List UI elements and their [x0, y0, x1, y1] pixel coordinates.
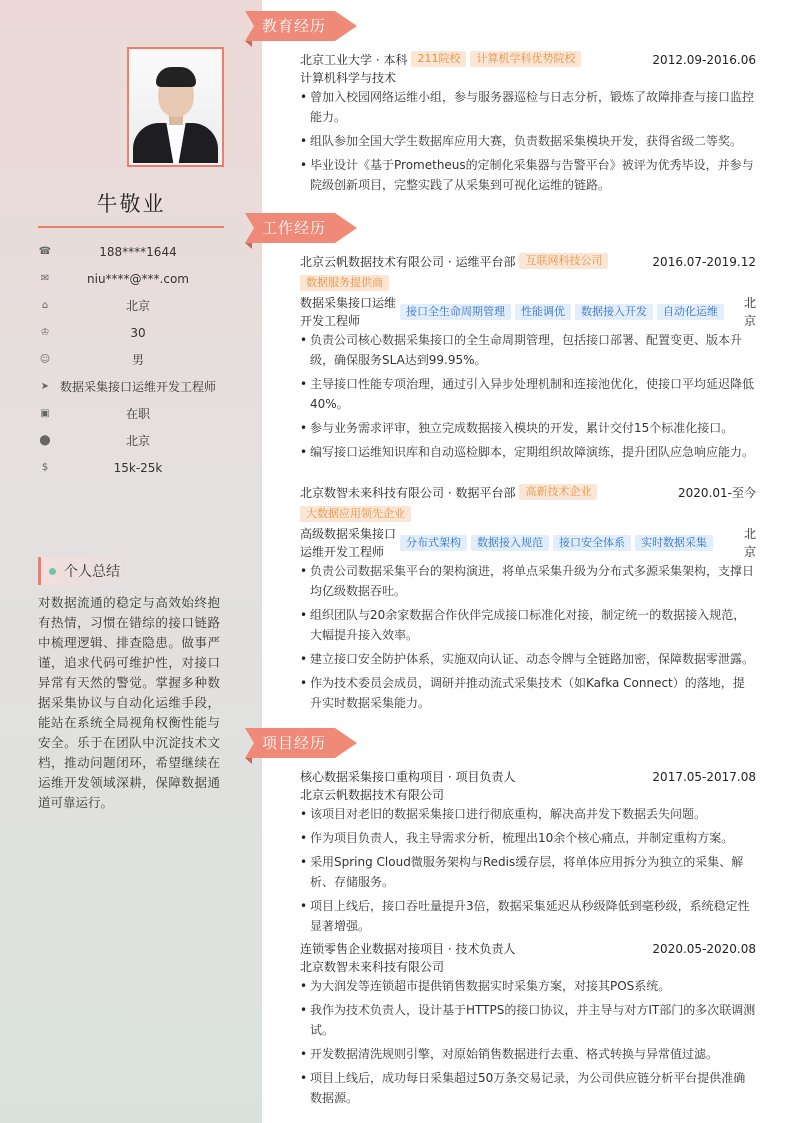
list-item: • 我作为技术负责人，设计基于HTTPS的接口协议，并主导与对方IT部门的多次联调测试。	[300, 1000, 756, 1040]
target-position: 数据采集接口运维开发工程师	[59, 380, 216, 394]
sidebar	[0, 0, 262, 1123]
education-entry	[300, 51, 756, 199]
name-divider	[38, 226, 224, 228]
phone-icon: ☎	[38, 246, 52, 257]
list-item: • 项目上线后，成功每日采集超过50万条交易记录，为公司供应链分析平台提供准确数据源。	[300, 1068, 756, 1108]
info-hometown	[38, 292, 224, 319]
email-address: niu****@***.com	[87, 271, 189, 286]
skill-tag: 数据接入开发	[575, 304, 653, 320]
job-role: 数据采集接口运维开发工程师	[300, 296, 397, 328]
work-city: 北京	[743, 527, 756, 559]
gender: 男	[131, 353, 144, 367]
list-item: • 采用Spring Cloud微服务架构与Redis缓存层，将单体应用拆分为独立的采集、解析、存储服务。	[300, 852, 756, 892]
candidate-name: 牛敬业	[96, 192, 166, 216]
info-target-position	[38, 373, 224, 400]
hometown: 北京	[125, 299, 150, 313]
work-bullets	[300, 330, 756, 462]
info-gender	[38, 346, 224, 373]
project-name: 核心数据采集接口重构项目 · 项目负责人	[300, 770, 516, 784]
major: 计算机科学与技术	[300, 71, 397, 85]
mail-icon: ✉	[40, 273, 50, 284]
list-item: • 主导接口性能专项治理，通过引入异步处理机制和连接池优化，使接口平均延迟降低40%。	[300, 374, 756, 414]
school-tag: 211院校	[411, 51, 466, 67]
work-date: 2020.01-至今	[678, 486, 756, 500]
target-city: 北京	[125, 434, 150, 448]
list-item: • 项目上线后，接口吞吐量提升3倍，数据采集延迟从秒级降低到毫秒级，系统稳定性显著增强。	[300, 896, 756, 936]
school-name: 北京工业大学 · 本科	[300, 53, 408, 67]
company-tag: 数据服务提供商	[300, 275, 389, 291]
info-age	[38, 319, 224, 346]
project-name: 连锁零售企业数据对接项目 · 技术负责人	[300, 942, 516, 956]
summary-title: 个人总结	[64, 564, 120, 580]
list-item: • 组织团队与20余家数据合作伙伴完成接口标准化对接，制定统一的数据接入规范，大幅提升接入效率。	[300, 605, 756, 645]
list-item: • 开发数据清洗规则引擎，对原始销售数据进行去重、格式转换与异常值过滤。	[300, 1044, 756, 1064]
list-item: • 负责公司数据采集平台的架构演进，将单点采集升级为分布式多源采集架构，支撑日均亿级数据吞吐。	[300, 561, 756, 601]
section-projects-heading	[245, 728, 357, 758]
company-name: 北京云帆数据技术有限公司 · 运维平台部	[300, 255, 516, 269]
project-bullets	[300, 976, 756, 1108]
age-icon: ♔	[40, 327, 50, 338]
job-role: 高级数据采集接口运维开发工程师	[300, 527, 397, 559]
list-item: • 建立接口安全防护体系，实施双向认证、动态令牌与全链路加密，保障数据零泄露。	[300, 649, 756, 669]
list-item: • 作为项目负责人，我主导需求分析，梳理出10余个核心痛点，并制定重构方案。	[300, 828, 756, 848]
work-entry	[300, 253, 756, 466]
info-salary	[38, 454, 224, 481]
work-date: 2016.07-2019.12	[652, 255, 756, 269]
company-tag: 互联网科技公司	[519, 253, 608, 269]
list-item: • 参与业务需求评审，独立完成数据接入模块的开发，累计交付15个标准化接口。	[300, 418, 756, 438]
info-location	[38, 427, 224, 454]
list-item: • 毕业设计《基于Prometheus的定制化采集器与告警平台》被评为优秀毕设，并参与院级创新项目，完整实践了从采集到可视化运维的链路。	[300, 155, 756, 195]
education-bullets	[300, 87, 756, 195]
skill-tag: 自动化运维	[657, 304, 724, 320]
skill-tag: 性能调优	[515, 304, 571, 320]
company-tag: 高新技术企业	[519, 484, 597, 500]
project-date: 2020.05-2020.08	[652, 942, 756, 956]
section-title: 工作经历	[262, 219, 327, 237]
project-date: 2017.05-2017.08	[652, 770, 756, 784]
school-tag: 计算机学科优势院校	[470, 51, 581, 67]
location-icon: ⬤	[39, 435, 51, 446]
education-date: 2012.09-2016.06	[652, 53, 756, 67]
phone-number: 188****1644	[99, 244, 177, 259]
gender-icon: ☺	[39, 354, 51, 365]
skill-tag: 分布式架构	[400, 535, 467, 551]
ribbon-fold	[245, 243, 252, 249]
age: 30	[130, 325, 146, 340]
work-entry	[300, 484, 756, 717]
info-status	[38, 400, 224, 427]
status-icon: ▣	[40, 408, 50, 419]
project-company: 北京云帆数据技术有限公司	[300, 788, 445, 802]
work-city: 北京	[743, 296, 756, 328]
project-entry	[300, 940, 756, 1112]
summary-text: 对数据流通的稳定与高效始终抱有热情，习惯在错综的接口链路中梳理逻辑、排查隐患。做事严谨，追求代码可维护性，对接口异常有天然的警觉。掌握多种数据采集协议与自动化运维手段，能站在系统全局视角权衡性能与安全。乐于在团队中沉淀技术文档，推动问题闭环，希望继续在运维开发领域深耕，保障数据通道可靠运行。	[38, 595, 220, 810]
info-email	[38, 265, 224, 292]
skill-tag: 实时数据采集	[635, 535, 713, 551]
section-education-heading	[245, 11, 357, 41]
list-item: • 组队参加全国大学生数据库应用大赛，负责数据采集模块开发，获得省级二等奖。	[300, 131, 756, 151]
skill-tag: 数据接入规范	[471, 535, 549, 551]
skill-tag: 接口安全体系	[553, 535, 631, 551]
ribbon-fold	[245, 758, 252, 764]
target-position-icon: ➤	[40, 381, 50, 392]
section-title: 教育经历	[262, 17, 327, 35]
list-item: • 曾加入校园网络运维小组，参与服务器巡检与日志分析，锻炼了故障排查与接口监控能力。	[300, 87, 756, 127]
avatar	[131, 51, 220, 163]
work-bullets	[300, 561, 756, 713]
company-name: 北京数智未来科技有限公司 · 数据平台部	[300, 486, 516, 500]
list-item: • 负责公司核心数据采集接口的全生命周期管理，包括接口部署、配置变更、版本升级，确保服务SLA达到99.95%。	[300, 330, 756, 370]
skill-tag: 接口全生命周期管理	[400, 304, 511, 320]
salary-icon: $	[41, 462, 49, 473]
home-icon: ⌂	[41, 300, 49, 311]
list-item: • 编写接口运维知识库和自动巡检脚本，定期组织故障演练，提升团队应急响应能力。	[300, 442, 756, 462]
list-item: • 作为技术委员会成员，调研并推动流式采集技术（如Kafka Connect）的落地，提升实时数据采集能力。	[300, 673, 756, 713]
summary-heading	[38, 557, 134, 585]
section-title: 项目经历	[262, 734, 327, 752]
project-entry	[300, 768, 756, 940]
expected-salary: 15k-25k	[113, 460, 163, 475]
ribbon-fold	[245, 41, 252, 47]
info-phone	[38, 238, 224, 265]
company-tag: 大数据应用领先企业	[300, 506, 411, 522]
list-item: • 为大润发等连锁超市提供销售数据实时采集方案，对接其POS系统。	[300, 976, 756, 996]
project-company: 北京数智未来科技有限公司	[300, 960, 445, 974]
job-status: 在职	[125, 407, 150, 421]
list-item: • 该项目对老旧的数据采集接口进行彻底重构，解决高并发下数据丢失问题。	[300, 804, 756, 824]
contact-info-list	[38, 238, 224, 481]
project-bullets	[300, 804, 756, 936]
bullet-dot-icon	[49, 568, 56, 575]
profile-photo	[127, 47, 224, 167]
section-work-heading	[245, 213, 357, 243]
